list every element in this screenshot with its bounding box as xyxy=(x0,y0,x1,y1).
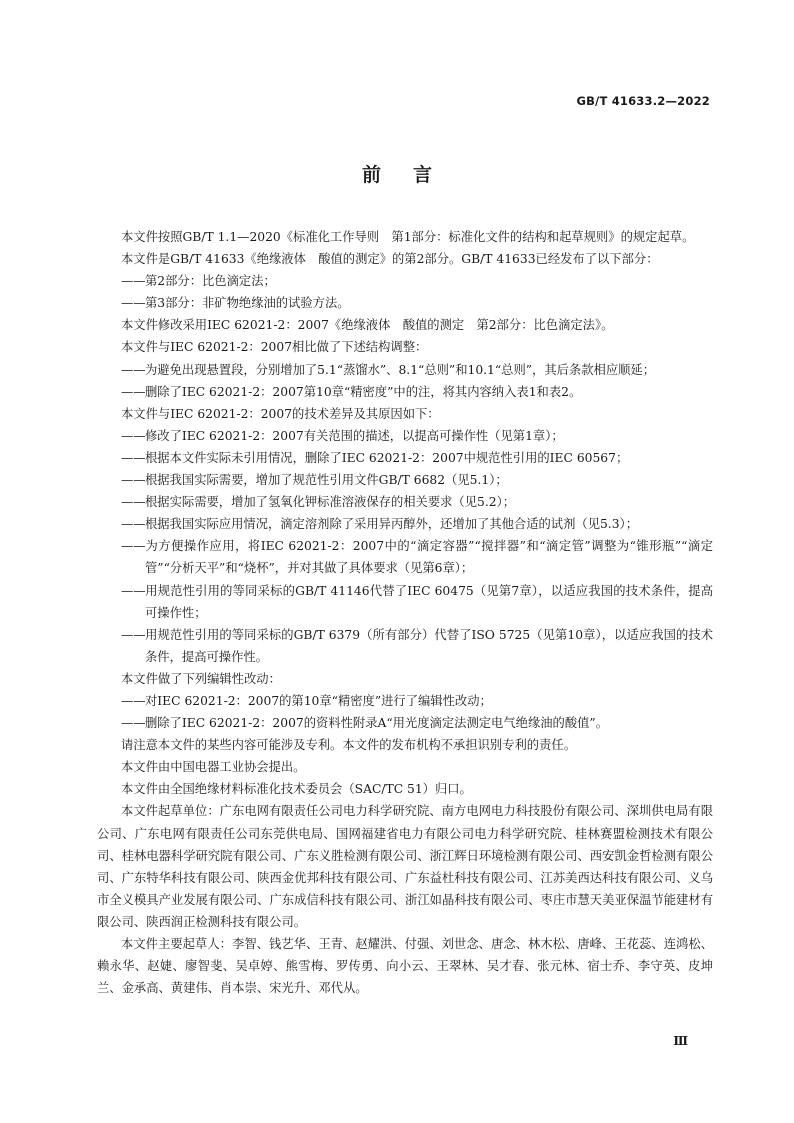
list-item xyxy=(97,580,713,624)
list-item xyxy=(97,491,713,513)
list-item-text: 用规范性引用的等同采标的GB/T 41146代替了IEC 60475（见第7章），以适应我国的技术条件，提高可操作性； xyxy=(145,583,713,620)
paragraph: 本文件与IEC 62021-2：2007的技术差异及其原因如下： xyxy=(121,406,440,421)
dash-mark: —— xyxy=(121,473,146,488)
dash-mark: —— xyxy=(121,296,146,311)
list-item-text: 用规范性引用的等同采标的GB/T 6379（所有部分）代替了ISO 5725（见第10章），以适应我国的技术条件，提高可操作性。 xyxy=(145,627,713,664)
list-item xyxy=(97,270,713,292)
dash-mark: —— xyxy=(121,539,146,554)
dash-mark: —— xyxy=(121,362,146,377)
dash-mark: —— xyxy=(121,428,146,443)
list-item xyxy=(97,381,713,403)
list-item xyxy=(97,447,713,469)
standard-code: GB/T 41633.2—2022 xyxy=(576,94,710,108)
list-item xyxy=(97,425,713,447)
dash-mark: —— xyxy=(121,583,146,598)
paragraph: 本文件起草单位：广东电网有限责任公司电力科学研究院、南方电网电力科技股份有限公司、深圳供电局有限公司、广东电网有限责任公司东莞供电局、国网福建省电力有限公司电力科学研究院、桂林赛盟检测技术有限公司、桂林电器科学研究院有限公司、广东义胜检测有限公司、浙江辉日环境检测有限公司、西安凯金哲检测有限公司、广东特华科技有限公司、陕西金优邦科技有限公司、广东益杜科技有限公司、江苏美西达科技有限公司、义乌市全义模具产业发展有限公司、广东成信科技有限公司、浙江如晶科技有限公司、枣庄市慧天美亚保温节能建材有限公司、陕西润正检测科技有限公司。 xyxy=(97,804,713,929)
dash-mark: —— xyxy=(121,495,146,510)
list-item xyxy=(97,469,713,491)
list-item xyxy=(97,513,713,535)
list-item-text: 根据我国实际应用情况，滴定溶剂除了采用异丙醇外，还增加了其他合适的试剂（见5.3）； xyxy=(145,517,638,532)
paragraph: 本文件是GB/T 41633《绝缘液体 酸值的测定》的第2部分。GB/T 41633已经发布了以下部分： xyxy=(121,252,659,267)
list-item xyxy=(97,292,713,314)
dash-mark: —— xyxy=(121,693,146,708)
list-item-text: 第3部分：非矿物绝缘油的试验方法。 xyxy=(145,296,350,311)
list-item xyxy=(97,690,713,712)
dash-mark: —— xyxy=(121,517,146,532)
dash-mark: —— xyxy=(121,450,146,465)
preface-body xyxy=(97,226,713,999)
page-number: Ⅲ xyxy=(673,1034,688,1048)
list-item-text: 修改了IEC 62021-2：2007有关范围的描述，以提高可操作性（见第1章）； xyxy=(145,428,564,443)
list-item-text: 为方便操作应用，将IEC 62021-2：2007中的“滴定容器”“搅拌器”和“滴定管”调整为“锥形瓶”“滴定管”“分析天平”和“烧杯”，并对其做了具体要求（见第6章）； xyxy=(145,539,713,576)
paragraph: 本文件由全国绝缘材料标准化技术委员会（SAC/TC 51）归口。 xyxy=(121,782,472,797)
list-item xyxy=(97,359,713,381)
dash-mark: —— xyxy=(121,716,146,731)
paragraph: 本文件修改采用IEC 62021-2：2007《绝缘液体 酸值的测定 第2部分：比色滴定法》。 xyxy=(121,318,614,333)
paragraph: 本文件与IEC 62021-2：2007相比做了下述结构调整： xyxy=(121,340,428,355)
list-item-text: 对IEC 62021-2：2007的第10章“精密度”进行了编辑性改动； xyxy=(145,693,492,708)
list-item-text: 为避免出现悬置段，分别增加了5.1“蒸馏水”、8.1“总则”和10.1“总则”，其后条款相应顺延； xyxy=(145,362,656,377)
list-item-text: 根据我国实际需要，增加了规范性引用文件GB/T 6682（见5.1）； xyxy=(145,473,508,488)
list-item-text: 第2部分：比色滴定法； xyxy=(145,274,276,289)
paragraph: 本文件主要起草人：李智、钱艺华、王青、赵耀洪、付强、刘世念、唐念、林木松、唐峰、王花蕊、连鸿松、赖永华、赵婕、廖智斐、吴卓婷、熊雪梅、罗传勇、向小云、王翠林、吴才春、张元林、宿士乔、李守英、皮坤兰、金承高、黄建伟、肖本崇、宋光升、邓代从。 xyxy=(97,937,713,996)
list-item-text: 根据本文件实际未引用情况，删除了IEC 62021-2：2007中规范性引用的IEC 60567； xyxy=(145,450,629,465)
list-item xyxy=(97,712,713,734)
page-title: 前言 xyxy=(361,164,464,186)
dash-mark: —— xyxy=(121,384,146,399)
list-item-text: 根据实际需要，增加了氢氧化钾标准溶液保存的相关要求（见5.2）； xyxy=(145,495,516,510)
list-item-text: 删除了IEC 62021-2：2007第10章“精密度”中的注，将其内容纳入表1和表2。 xyxy=(145,384,582,399)
list-item xyxy=(97,624,713,668)
paragraph: 本文件由中国电器工业协会提出。 xyxy=(121,760,306,775)
paragraph: 本文件做了下列编辑性改动： xyxy=(121,671,281,686)
paragraph: 请注意本文件的某些内容可能涉及专利。本文件的发布机构不承担识别专利的责任。 xyxy=(121,738,576,753)
list-item xyxy=(97,535,713,579)
paragraph: 本文件按照GB/T 1.1—2020《标准化工作导则 第1部分：标准化文件的结构和起草规则》的规定起草。 xyxy=(121,230,695,244)
dash-mark: —— xyxy=(121,627,146,642)
dash-mark: —— xyxy=(121,274,146,289)
list-item-text: 删除了IEC 62021-2：2007的资料性附录A“用光度滴定法测定电气绝缘油的酸值”。 xyxy=(145,716,609,731)
